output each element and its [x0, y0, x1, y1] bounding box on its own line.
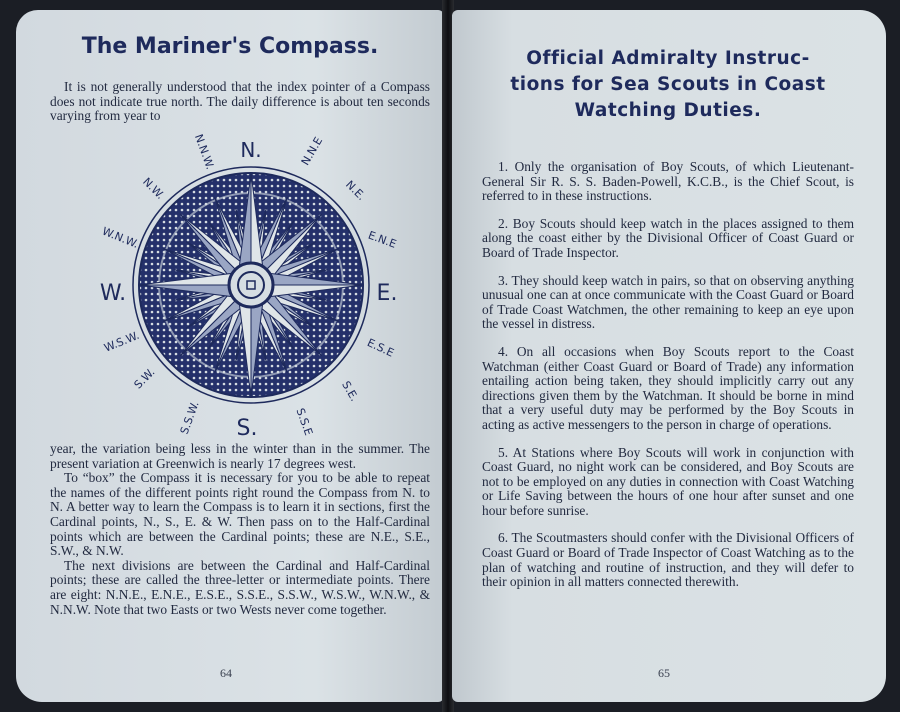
label-west: W.	[99, 281, 127, 306]
label-ese: E.S.E	[365, 336, 396, 360]
label-ene: E.N.E	[366, 228, 399, 251]
label-ne: N.E.	[343, 178, 368, 203]
label-wsw: W.S.W.	[102, 328, 142, 355]
instruction-item: 6. The Scoutmasters should confer with the Divisional Officers of Coast Guard or Board of Trade Inspector of Coast Watching as to the plan of watching and routine of instruction, and they will defer to their opinion in all matters connected therewith.	[482, 530, 854, 590]
compass-rose	[80, 126, 422, 444]
label-se: S.E.	[339, 378, 361, 404]
intro-continued-paragraph: year, the variation being less in the winter than in the summer. The present variation at Greenwich is nearly 17 degrees west.	[50, 441, 430, 471]
right-page-title	[472, 46, 864, 124]
instruction-item: 5. At Stations where Boy Scouts will work in conjunction with Coast Guard, no night work can be considered, and Boy Scouts are not to be employed on any duties in connection with Coast Watching or Life Saving between the hours of one hour after sunset and one hour before sunrise.	[482, 444, 854, 518]
title-line-3: Watching Duties.	[574, 100, 762, 121]
label-nnw: N.N.W.	[191, 132, 217, 172]
left-page-number: 64	[220, 666, 232, 680]
label-sse: S.S.E	[293, 406, 316, 438]
body-block	[50, 442, 430, 617]
compass-pivot	[247, 281, 255, 289]
instructions-list	[482, 160, 854, 603]
label-south: S.	[236, 416, 258, 441]
right-page-number: 65	[658, 666, 670, 680]
intro-block	[50, 80, 430, 124]
label-sw: S.W.	[131, 365, 158, 392]
label-nne: N.N.E	[298, 134, 326, 168]
instruction-item: 4. On all occasions when Boy Scouts report to the Coast Watchman (either Coast Guard or Board of Trade) any information entailing action being taken, they should implicitly carry out any directions given them by the Watchman. It should be borne in mind that a very useful duty may be performed by the Boy Scouts in acting as active messengers to the person in charge of operations.	[482, 343, 854, 432]
instruction-item: 3. They should keep watch in pairs, so that on observing anything unusual one can at once communicate with the Coast Guard or Board of Trade Coast Watchmen, the other remaining to keep an eye upon the vessel in distress.	[482, 272, 854, 332]
right-page	[452, 10, 886, 702]
title-line-1: Official Admiralty Instruc-	[526, 48, 810, 69]
instruction-item: 1. Only the organisation of Boy Scouts, of which Lieutenant-General Sir R. S. S. Baden-Powell, K.C.B., is the Chief Scout, is referred to in these instructions.	[482, 159, 854, 204]
label-north: N.	[240, 138, 262, 162]
left-page-title: The Mariner's Compass.	[81, 34, 379, 59]
title-line-2: tions for Sea Scouts in Coast	[510, 74, 826, 95]
intro-paragraph: It is not generally understood that the index pointer of a Compass does not indicate true north. The daily difference is about ten seconds varying from year to	[50, 79, 430, 124]
label-nw: N.W.	[140, 175, 167, 202]
label-east: E.	[376, 281, 398, 306]
label-wnw: W.N.W.	[100, 224, 141, 251]
label-ssw: S.S.W.	[177, 399, 202, 437]
instruction-item: 2. Boy Scouts should keep watch in the places assigned to them along the coast either by the Divisional Officer of Coast Guard or Board of Trade Inspector.	[482, 215, 854, 260]
left-page	[16, 10, 444, 702]
divisions-paragraph: The next divisions are between the Cardinal and Half-Cardinal points; these are called the three-letter or intermediate points. There are eight: N.N.E., E.N.E., E.S.E., S.S.E., S.S.W., W.S.W., W.N.W., & N.N.W. Note that two Easts or two Wests never come together.	[50, 557, 430, 617]
box-compass-paragraph: To “box” the Compass it is necessary for you to be able to repeat the names of the different points right round the Compass from N. to N. A better way to learn the Compass is to learn it in sections, first the Cardinal points, N., S., E. & W. Then pass on to the Half-Cardinal points which are between the Cardinal points; these are N.E., S.E., S.W., & N.W.	[50, 470, 430, 559]
